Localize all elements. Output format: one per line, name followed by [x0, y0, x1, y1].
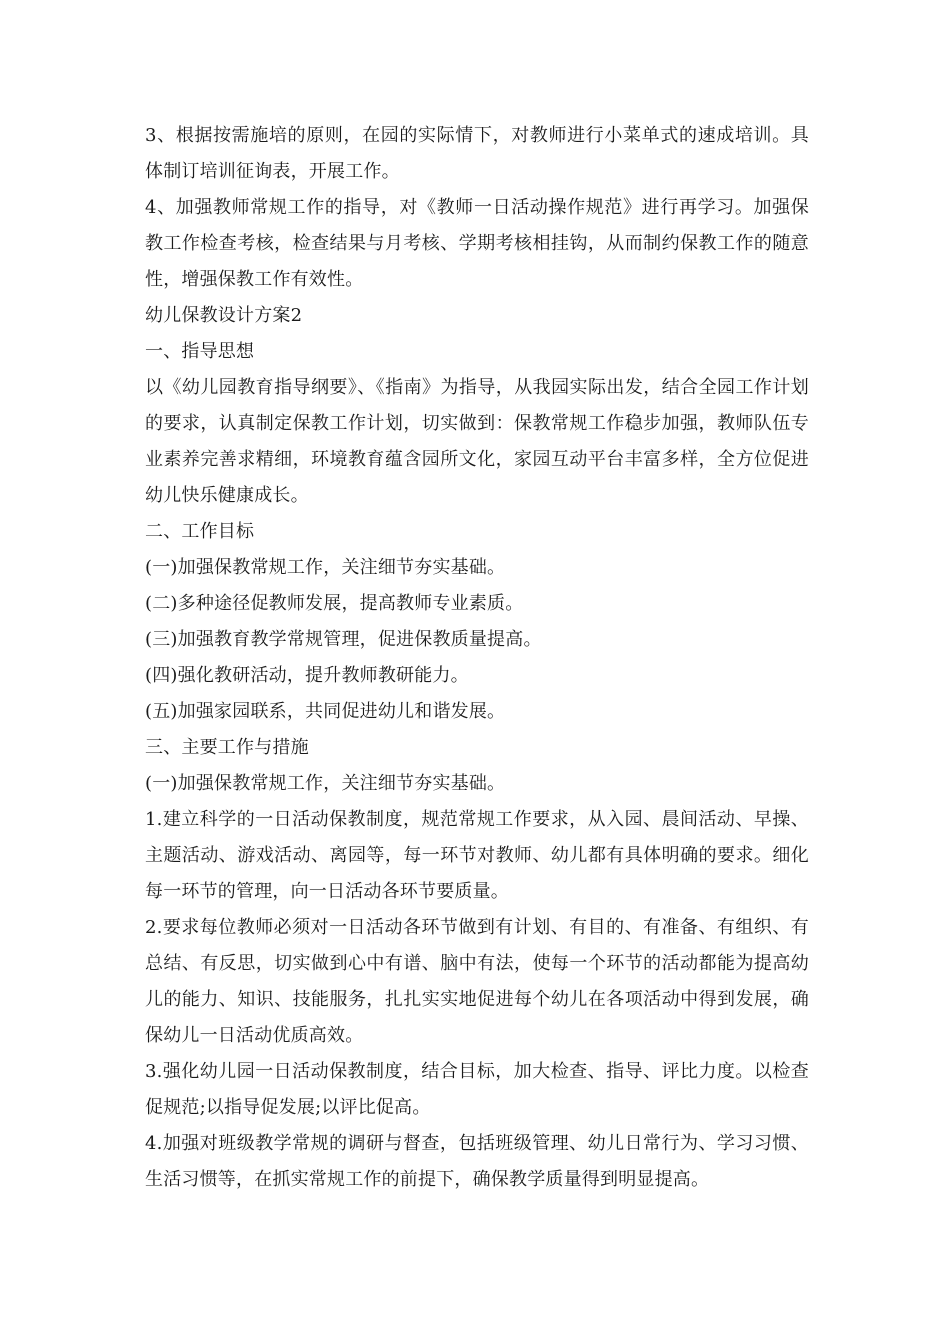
- heading-main-measures: 三、主要工作与措施: [145, 737, 309, 758]
- goal-item-2: (二)多种途径促教师发展，提高教师专业素质。: [145, 593, 524, 614]
- goal-item-5: (五)加强家园联系，共同促进幼儿和谐发展。: [145, 701, 506, 722]
- heading-work-goals: 二、工作目标: [145, 521, 255, 542]
- heading-guiding-ideology: 一、指导思想: [145, 341, 255, 362]
- measure-subheading-1: (一)加强保教常规工作，关注细节夯实基础。: [145, 773, 506, 794]
- document-page: [145, 118, 809, 1198]
- measure-item-3: 3.强化幼儿园一日活动保教制度，结合目标，加大检查、指导、评比力度。以检查促规范;以指导促发展;以评比促高。: [145, 1061, 809, 1118]
- paragraph-training-principle: 3、根据按需施培的原则，在园的实际情下，对教师进行小菜单式的速成培训。具体制订培训征询表，开展工作。: [145, 125, 809, 182]
- paragraph-guidance-routine: 4、加强教师常规工作的指导，对《教师一日活动操作规范》进行再学习。加强保教工作检查考核，检查结果与月考核、学期考核相挂钩，从而制约保教工作的随意性，增强保教工作有效性。: [145, 197, 809, 290]
- goal-item-4: (四)强化教研活动，提升教师教研能力。: [145, 665, 469, 686]
- section-title-plan-2: 幼儿保教设计方案2: [145, 305, 303, 326]
- measure-item-1: 1.建立科学的一日活动保教制度，规范常规工作要求，从入园、晨间活动、早操、主题活动、游戏活动、离园等，每一环节对教师、幼儿都有具体明确的要求。细化每一环节的管理，向一日活动各环节要质量。: [145, 809, 809, 902]
- measure-item-4: 4.加强对班级教学常规的调研与督查，包括班级管理、幼儿日常行为、学习习惯、生活习惯等，在抓实常规工作的前提下，确保教学质量得到明显提高。: [145, 1133, 809, 1190]
- goal-item-1: (一)加强保教常规工作，关注细节夯实基础。: [145, 557, 506, 578]
- paragraph-guiding-ideology: 以《幼儿园教育指导纲要》、《指南》为指导，从我园实际出发，结合全园工作计划的要求，认真制定保教工作计划，切实做到：保教常规工作稳步加强，教师队伍专业素养完善求精细，环境教育蕴含园所文化，家园互动平台丰富多样，全方位促进幼儿快乐健康成长。: [145, 377, 809, 506]
- goal-item-3: (三)加强教育教学常规管理，促进保教质量提高。: [145, 629, 542, 650]
- measure-item-2: 2.要求每位教师必须对一日活动各环节做到有计划、有目的、有准备、有组织、有总结、有反思，切实做到心中有谱、脑中有法，使每一个环节的活动都能为提高幼儿的能力、知识、技能服务，扎扎实实地促进每个幼儿在各项活动中得到发展，确保幼儿一日活动优质高效。: [145, 917, 809, 1046]
